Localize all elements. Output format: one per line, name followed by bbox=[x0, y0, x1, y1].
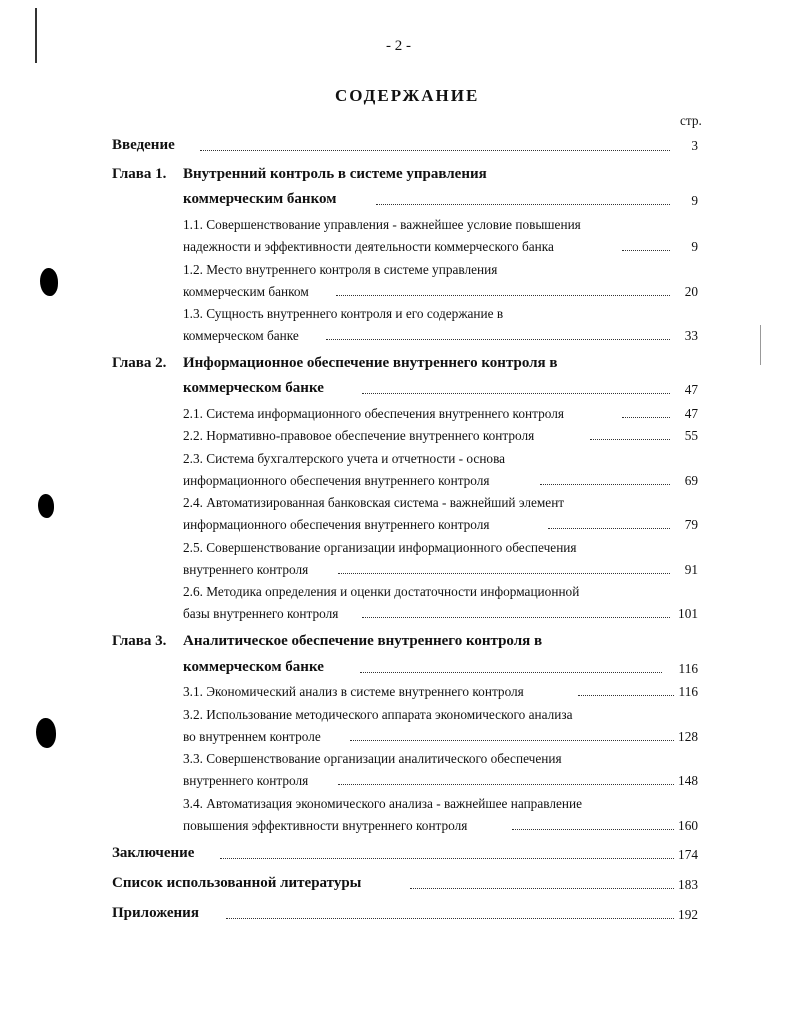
section-line1: 3.3. Совершенствование организации аналитического обеспечения bbox=[183, 751, 562, 766]
toc-entry-page: 192 bbox=[678, 907, 698, 922]
toc-entry-label: Список использованной литературы bbox=[112, 875, 362, 891]
chapter-title-line2: коммерческим банком bbox=[183, 191, 337, 207]
section-line2: базы внутреннего контроля bbox=[183, 606, 339, 621]
section-line1: 2.3. Система бухгалтерского учета и отчетности - основа bbox=[183, 451, 506, 466]
dot-leader bbox=[350, 736, 674, 741]
section-line1: 3.4. Автоматизация экономического анализа - важнейшее направление bbox=[183, 796, 583, 811]
chapter-title-line1: Информационное обеспечение внутреннего контроля в bbox=[183, 355, 558, 371]
section-line2: надежности и эффективности деятельности коммерческого банка bbox=[183, 239, 554, 254]
section-line1: 2.4. Автоматизированная банковская система - важнейший элемент bbox=[183, 495, 565, 510]
dot-leader bbox=[512, 825, 674, 830]
chapter-page: 116 bbox=[678, 661, 698, 676]
toc-entry-label: Заключение bbox=[112, 845, 195, 861]
section-line2: внутреннего контроля bbox=[183, 562, 309, 577]
section-line1: 3.2. Использование методического аппарата экономического анализа bbox=[183, 707, 573, 722]
dot-leader bbox=[336, 291, 670, 296]
section-page: 101 bbox=[678, 606, 698, 621]
dot-leader bbox=[362, 613, 670, 618]
section-line1: 2.1. Система информационного обеспечения внутреннего контроля bbox=[183, 406, 564, 421]
dot-leader bbox=[540, 480, 670, 485]
dot-leader bbox=[360, 668, 662, 673]
section-line1: 2.6. Методика определения и оценки достаточности информационной bbox=[183, 584, 580, 599]
page-title: СОДЕРЖАНИЕ bbox=[335, 86, 480, 105]
dot-leader bbox=[362, 389, 670, 394]
section-page: 20 bbox=[684, 284, 698, 299]
chapter-title-line1: Внутренний контроль в системе управления bbox=[183, 166, 487, 182]
chapter-title-line2: коммерческом банке bbox=[183, 659, 324, 675]
section-line2: во внутреннем контроле bbox=[183, 729, 321, 744]
dot-leader bbox=[220, 854, 674, 859]
section-page: 69 bbox=[684, 473, 698, 488]
toc-entry-label: Введение bbox=[112, 137, 175, 153]
page-column-label: стр. bbox=[680, 113, 702, 128]
toc-entry-page: 183 bbox=[678, 877, 698, 892]
section-page: 148 bbox=[678, 773, 698, 788]
dot-leader bbox=[326, 335, 670, 340]
toc-entry-page: 3 bbox=[691, 138, 698, 153]
section-line1: 3.1. Экономический анализ в системе внутреннего контроля bbox=[183, 684, 524, 699]
dot-leader bbox=[200, 146, 670, 151]
punch-hole-mark bbox=[40, 268, 58, 296]
toc-entry-label: Приложения bbox=[112, 905, 199, 921]
punch-hole-mark bbox=[38, 494, 54, 518]
dot-leader bbox=[338, 780, 674, 785]
dot-leader bbox=[338, 569, 670, 574]
section-page: 9 bbox=[691, 239, 698, 254]
dot-leader bbox=[226, 914, 674, 919]
scan-mark bbox=[760, 325, 761, 365]
section-page: 47 bbox=[684, 406, 698, 421]
section-page: 128 bbox=[678, 729, 698, 744]
section-line1: 2.5. Совершенствование организации информационного обеспечения bbox=[183, 540, 577, 555]
section-line2: повышения эффективности внутреннего контроля bbox=[183, 818, 468, 833]
section-line2: информационного обеспечения внутреннего контроля bbox=[183, 473, 490, 488]
toc-entry-page: 174 bbox=[678, 847, 698, 862]
chapter-label: Глава 3. bbox=[112, 633, 167, 649]
section-line2: внутреннего контроля bbox=[183, 773, 309, 788]
chapter-page: 47 bbox=[684, 382, 698, 397]
section-line1: 1.3. Сущность внутреннего контроля и его содержание в bbox=[183, 306, 504, 321]
chapter-page: 9 bbox=[691, 193, 698, 208]
section-page: 91 bbox=[684, 562, 698, 577]
section-page: 160 bbox=[678, 818, 698, 833]
section-line1: 2.2. Нормативно-правовое обеспечение внутреннего контроля bbox=[183, 428, 535, 443]
section-page: 116 bbox=[678, 684, 698, 699]
chapter-label: Глава 2. bbox=[112, 355, 167, 371]
section-line2: коммерческом банке bbox=[183, 328, 299, 343]
chapter-title-line1: Аналитическое обеспечение внутреннего контроля в bbox=[183, 633, 543, 649]
section-line2: информационного обеспечения внутреннего контроля bbox=[183, 517, 490, 532]
page-number: - 2 - bbox=[386, 38, 411, 54]
section-page: 79 bbox=[684, 517, 698, 532]
chapter-title-line2: коммерческом банке bbox=[183, 380, 324, 396]
section-line2: коммерческим банком bbox=[183, 284, 309, 299]
dot-leader bbox=[376, 200, 670, 205]
punch-hole-mark bbox=[36, 718, 56, 748]
chapter-label: Глава 1. bbox=[112, 166, 167, 182]
section-line1: 1.2. Место внутреннего контроля в системе управления bbox=[183, 262, 498, 277]
dot-leader bbox=[548, 524, 670, 529]
section-page: 55 bbox=[684, 428, 698, 443]
dot-leader bbox=[410, 884, 674, 889]
scan-edge-line bbox=[35, 8, 37, 63]
section-line1: 1.1. Совершенствование управления - важнейшее условие повышения bbox=[183, 217, 581, 232]
section-page: 33 bbox=[684, 328, 698, 343]
